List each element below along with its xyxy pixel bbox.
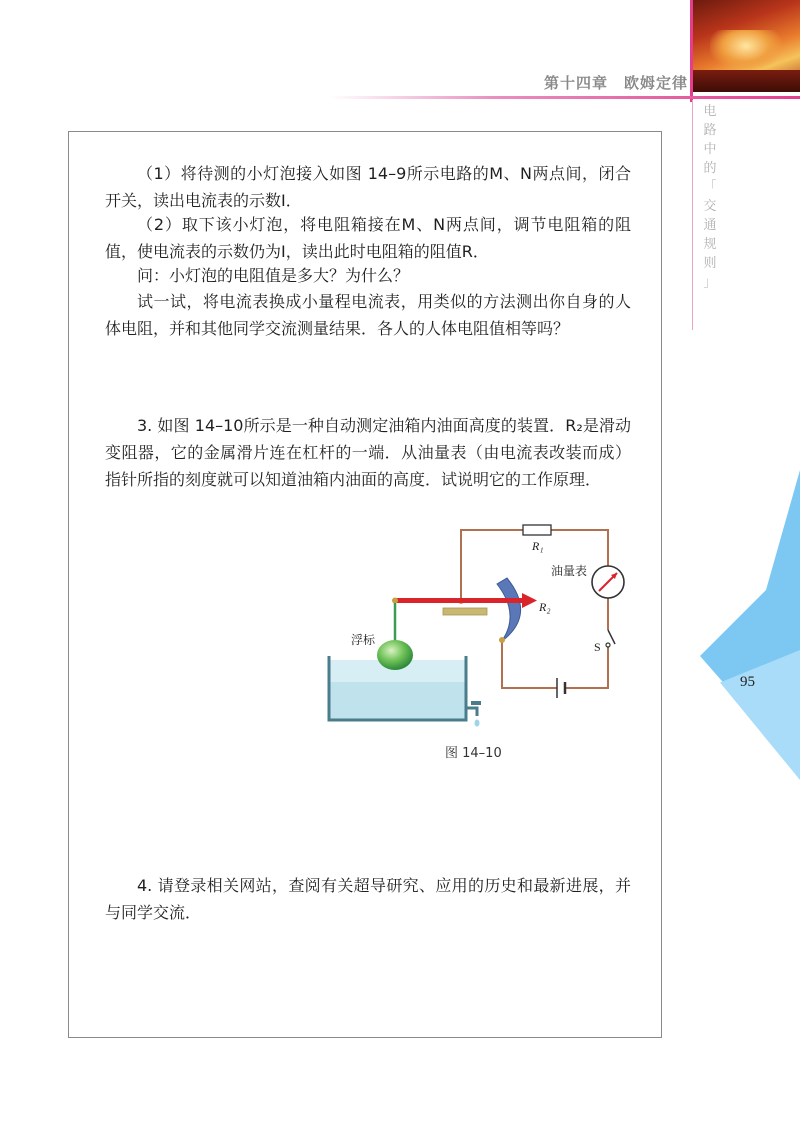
oil-level-deep [329,682,466,720]
side-caption-char: 则 [703,256,717,271]
header-accent-bar [690,0,693,102]
chapter-title: 第十四章 欧姆定律 [543,74,688,92]
header-rule [330,96,800,99]
side-rule [692,100,693,330]
oil-gauge-diagram [315,520,645,740]
item-1-text: （1）将待测的小灯泡接入如图 14–9所示电路的M、N两点间，闭合开关，读出电流表的示数I． [105,164,631,210]
label-r1: R₁ [532,539,544,553]
problem-3-text: 3. 如图 14–10所示是一种自动测定油箱内油面高度的装置．R₂是滑动变阻器，它的金属滑片连在杠杆的一端．从油量表（由电流表改装而成）指针所指的刻度就可以知道油箱内油面的高度．试说明它的工作原理． [105,416,631,489]
label-r2: R₂ [539,600,551,614]
lever-arm [395,598,523,603]
label-float: 浮标 [351,633,376,647]
switch-contact [606,643,610,647]
switch-blade [608,630,615,644]
rheostat-terminal [499,637,505,643]
float-ball [377,640,413,670]
side-caption-char: 通 [703,218,717,233]
side-caption-char: 路 [703,123,717,138]
tap-handle [471,701,481,705]
label-switch: S [594,640,601,654]
lever-joint [392,598,398,604]
oil-drop [475,720,480,727]
pivot-mount [443,608,487,615]
side-caption-char: 中 [703,142,717,157]
side-caption-char: 的 [703,161,717,176]
try-it-text: 试一试，将电流表换成小量程电流表，用类似的方法测出你自身的人体电阻，并和其他同学交流测量结果．各人的人体电阻值相等吗？ [105,292,631,338]
chapter-photo [692,0,800,92]
label-oil-meter: 油量表 [551,564,588,578]
side-caption-char: 电 [703,104,717,119]
page-number: 95 [740,674,755,690]
problem-4-text: 4. 请登录相关网站，查阅有关超导研究、应用的历史和最新进展，并与同学交流． [105,876,631,922]
drain-tap [466,708,477,716]
side-caption-char: 交 [703,199,717,214]
side-caption-char: 规 [703,237,717,252]
figure-caption: 图 14–10 [445,746,502,761]
resistor-r1 [523,525,551,535]
question-text: 问：小灯泡的电阻值是多大？为什么？ [137,266,410,285]
item-2-text: （2）取下该小灯泡，将电阻箱接在M、N两点间，调节电阻箱的阻值，使电流表的示数仍为I，读出此时电阻箱的阻值R． [105,215,631,261]
side-caption-char: 「 [703,180,717,195]
side-caption-char: 」 [703,275,717,290]
slider-arrow [522,593,537,608]
side-caption [702,102,718,292]
rheostat-r2 [497,578,521,642]
